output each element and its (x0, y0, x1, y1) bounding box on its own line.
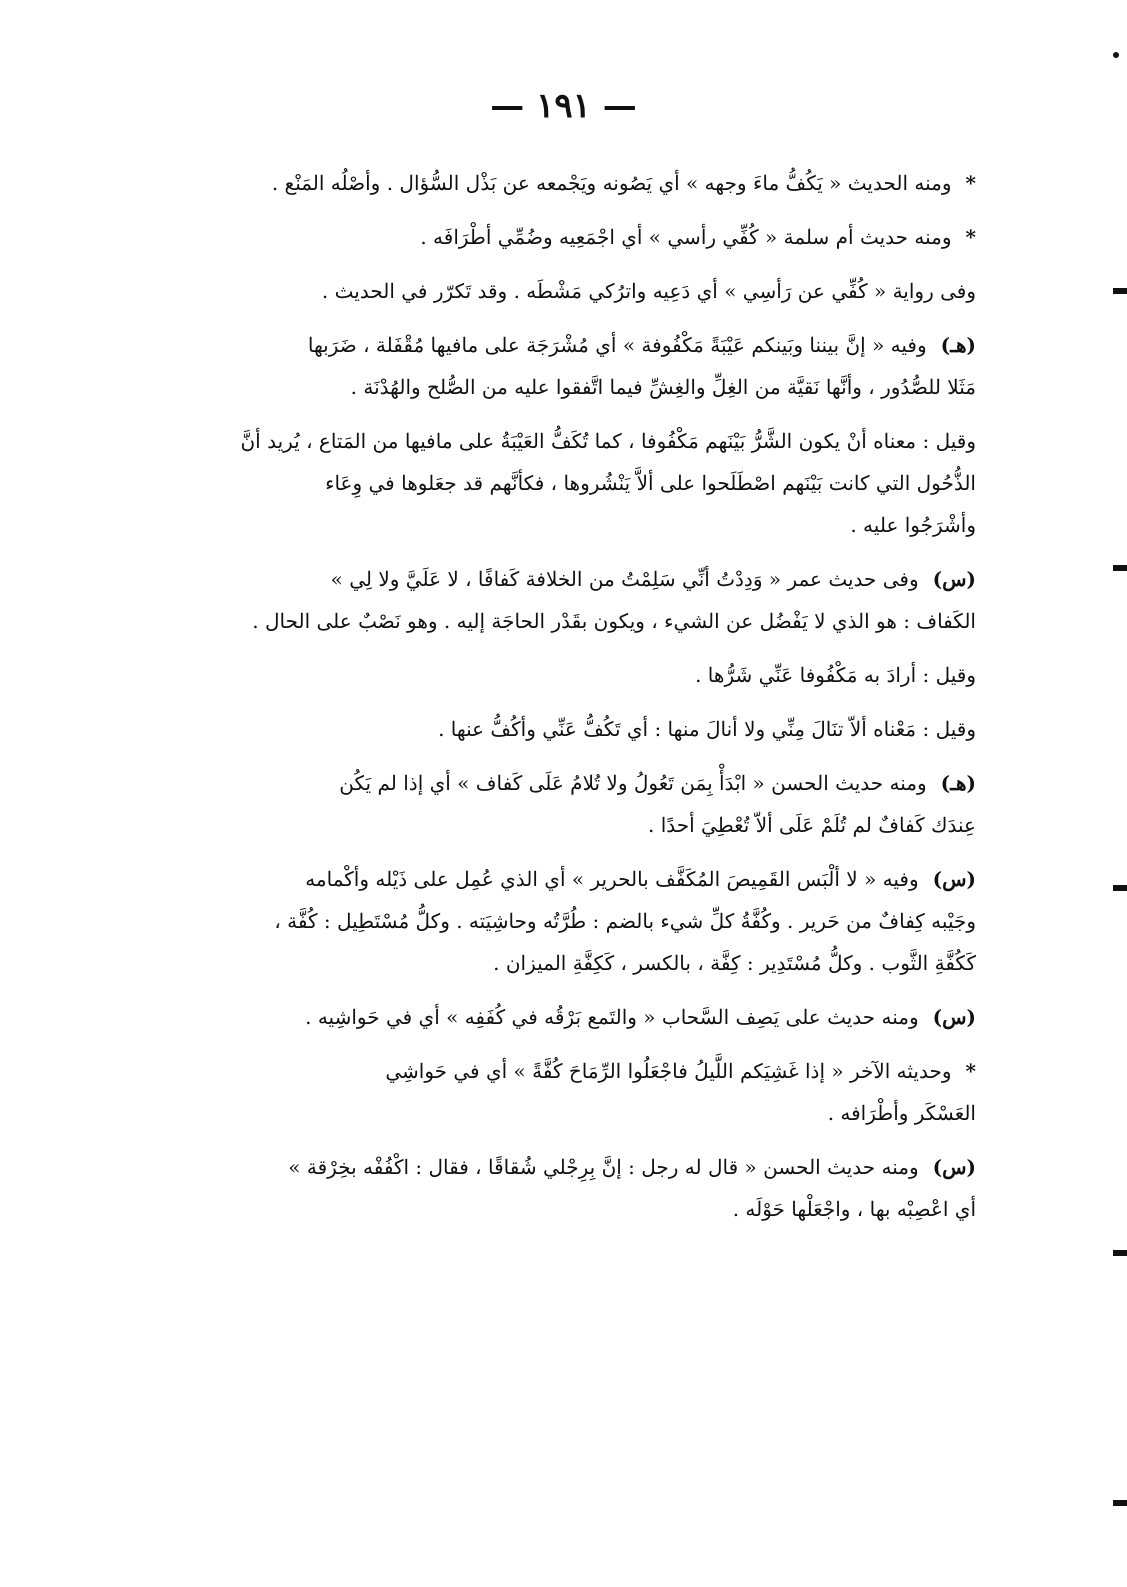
entry-marker: (س) (932, 567, 976, 591)
scan-edge-mark (1113, 52, 1119, 58)
entry-marker: * (965, 1059, 976, 1083)
entry-line: وفيه « إنَّ بيننا وبَينكم عَيْبَةً مَكْفُوفة » أي مُشْرَجَة على مافيها مُقْفَلة ، ضَرَبها (307, 333, 927, 357)
entry-marker: (هـ) (940, 333, 976, 357)
entry-qila-manahu (150, 708, 976, 750)
entry-qila-mana (150, 420, 976, 546)
entry-line: ومنه حديث الحسن « ابْدَأْ بِمَن تَعُولُ ولا تُلامُ عَلَى كَفاف » أي إذا لم يَكُن (339, 771, 927, 795)
entry-hasan-khirqa (150, 1146, 976, 1230)
entry-line: وفى رواية « كُفِّي عن رَأسِي » أي دَعِيه واترُكي مَشْطَه . وقد تَكرّر في الحديث . (321, 279, 976, 303)
scan-edge-mark (1113, 885, 1127, 891)
entry-marker: * (965, 171, 976, 195)
scan-edge-mark (1113, 565, 1127, 571)
entry-line: وقيل : أرادَ به مَكْفُوفا عَنِّي شَرُّها . (695, 663, 976, 687)
entry-line: وقيل : مَعْناه ألاّ تنَالَ مِنِّي ولا أنالَ منها : أي تَكُفُّ عَنِّي وأكُفُّ عنها . (438, 717, 976, 741)
entry-line: وأشْرَجُوا عليه . (850, 513, 976, 537)
entry-line: وجَيْبه كِفافٌ من حَرير . وكُفَّةُ كلِّ شيء بالضم : طُرَّتُه وحاشِيَته . وكلُّ مُسْتَطِيل : كُفَّة ، (274, 909, 976, 933)
entry-line: ومنه حديث على يَصِف السَّحاب « والتَمع بَرْقُه في كُفَفِه » أي في حَواشِيه . (305, 1005, 919, 1029)
entry-ali-sahab (150, 996, 976, 1038)
entry-line: وفيه « لا ألْبَس القَمِيصَ المُكَفَّف بالحرير » أي الذي عُمِل على ذَيْله وأكْمامه (305, 867, 919, 891)
entry-line: وحديثه الآخر « إذا غَشِيَكم اللَّيلُ فاجْعَلُوا الرِّمَاحَ كُفَّةً » أي في حَواشِي (385, 1059, 952, 1083)
scan-edge-mark (1113, 1500, 1127, 1506)
entry-marker: (هـ) (940, 771, 976, 795)
entry-marker: (س) (932, 867, 976, 891)
entry-line: الكَفاف : هو الذي لا يَفْضُل عن الشيء ، ويكون بقَدْر الحاجَة إليه . وهو نَصْبٌ على الحال . (252, 609, 976, 633)
entry-line: أي اعْصِبْه بها ، واجْعَلْها حَوْلَه . (732, 1197, 976, 1221)
entry-marker: * (965, 225, 976, 249)
entry-line: وفى حديث عمر « وَدِدْتُ أنِّي سَلِمْتُ من الخلافة كَفافًا ، لا عَلَيَّ ولا لِي » (330, 567, 919, 591)
entry-ali-akhar (150, 1050, 976, 1134)
entry-umm-salama (150, 216, 976, 258)
entry-line: العَسْكَر وأطْرَافه . (827, 1101, 976, 1125)
entry-qila-arada (150, 654, 976, 696)
entry-line: ومنه الحديث « يَكُفُّ ماءَ وجهه » أي يَصُونه ويَجْمعه عن بَذْل السُّؤال . وأصْلُه المَنْع . (271, 171, 952, 195)
entry-marker: (س) (932, 1005, 976, 1029)
page-number: — ١٩١ — (490, 86, 637, 126)
entry-ayba (150, 324, 976, 408)
entry-line: ومنه حديث أم سلمة « كُفِّي رأسي » أي اجْمَعِيه وضُمِّي أطْرَافَه . (420, 225, 952, 249)
entry-mukaffaf (150, 858, 976, 984)
entry-yakuffu (150, 162, 976, 204)
scan-edge-mark (1113, 288, 1127, 294)
entry-umar (150, 558, 976, 642)
entry-line: عِندَك كَفافٌ لم تُلَمْ عَلَى ألاّ تُعْطِيَ أحدًا . (648, 813, 976, 837)
entry-line: الذُّحُول التي كانت بَيْنَهم اصْطَلَحوا على ألاَّ يَنْشُروها ، فكأنَّهم قد جعَلوها في وِعَاء (325, 471, 976, 495)
entry-marker: (س) (932, 1155, 976, 1179)
entry-hasan-kafaf (150, 762, 976, 846)
article-body (150, 162, 976, 1242)
entry-line: كَكُفَّةِ الثَّوب . وكلُّ مُسْتَدِير : كِفَّة ، بالكسر ، كَكِفَّةِ الميزان . (493, 951, 976, 975)
entry-line: ومنه حديث الحسن « قال له رجل : إنَّ بِرِجْلي شُقاقًا ، فقال : اكْفُفْه بخِرْقة » (288, 1155, 919, 1179)
entry-riwaya (150, 270, 976, 312)
entry-line: وقيل : معناه أنْ يكون الشَّرُّ بَيْنَهم مَكْفُوفا ، كما تُكَفُّ العَيْبَةُ على مافيها من المَتاع ، يُريد أنَّ (240, 429, 976, 453)
scan-edge-mark (1113, 1250, 1127, 1256)
entry-line: مَثَلا للصُّدُور ، وأنَّها نَقيَّة من الغِلِّ والغِشِّ فيما اتَّفقوا عليه من الصُّلح والهُدْنَة . (350, 375, 976, 399)
